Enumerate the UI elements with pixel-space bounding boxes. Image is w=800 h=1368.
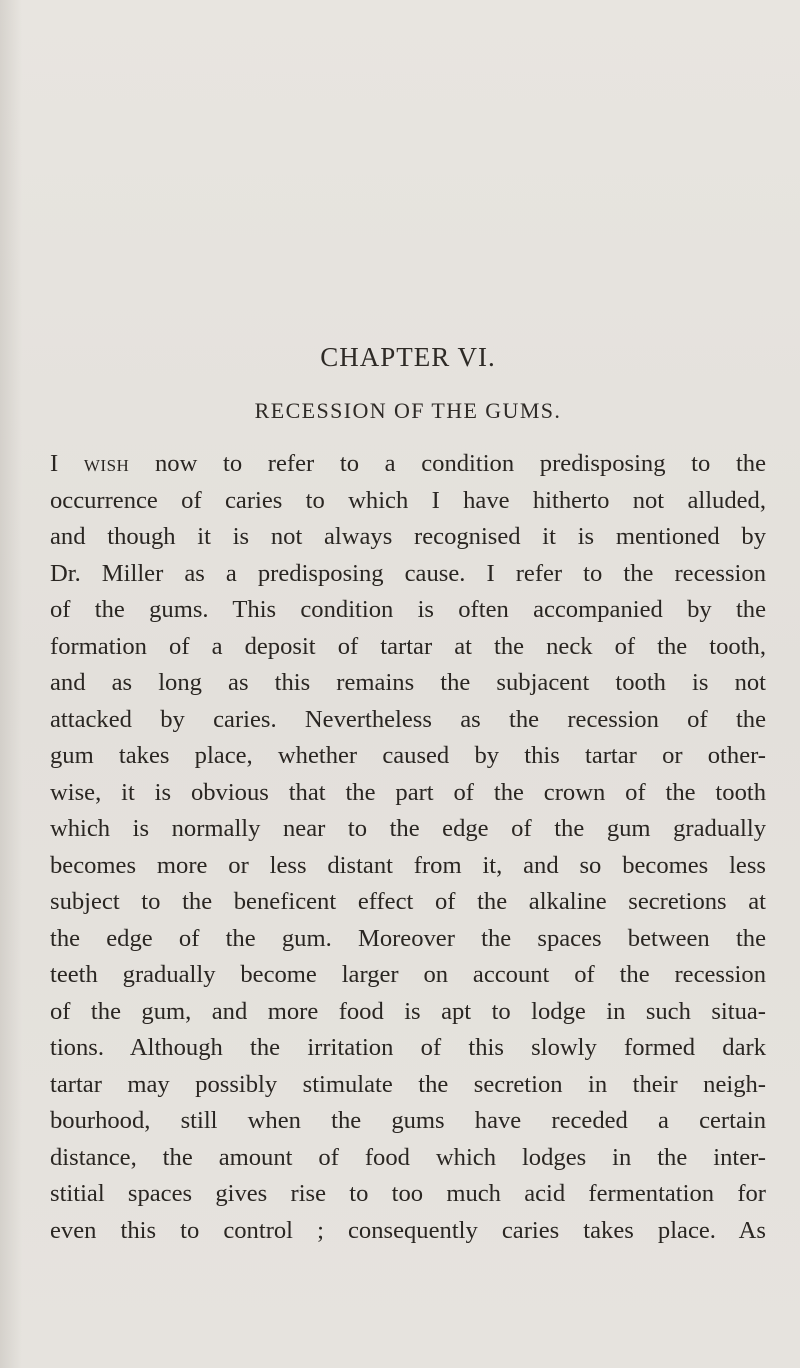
page-content: [50, 340, 766, 1249]
text-line: occurrence of caries to which I have hitherto not alluded,: [50, 486, 766, 514]
text-line: of the gum, and more food is apt to lodge in such situa-: [50, 997, 766, 1025]
section-title: RECESSION OF THE GUMS.: [254, 398, 562, 423]
text-line: Dr. Miller as a predisposing cause. I refer to the recession: [50, 559, 766, 587]
text-line: formation of a deposit of tartar at the neck of the tooth,: [50, 632, 766, 660]
line-text: now to refer to a condition predisposing to the: [129, 450, 766, 477]
text-line: becomes more or less distant from it, and so becomes less: [50, 851, 766, 879]
body-paragraph: [50, 446, 766, 1249]
text-line: tions. Although the irritation of this slowly formed dark: [50, 1034, 766, 1061]
text-line: and though it is not always recognised it is mentioned by: [50, 523, 766, 550]
text-line: which is normally near to the edge of the gum gradually: [50, 815, 766, 842]
text-line: attacked by caries. Nevertheless as the recession of the: [50, 705, 766, 733]
text-line: subject to the beneficent effect of the alkaline secretions at: [50, 888, 766, 915]
text-line: tartar may possibly stimulate the secretion in their neigh-: [50, 1070, 766, 1098]
text-line: teeth gradually become larger on account of the recession: [50, 961, 766, 988]
opening-word: I: [50, 450, 59, 477]
text-line: gum takes place, whether caused by this tartar or other-: [50, 742, 766, 769]
text-line: even this to control ; consequently caries takes place. As: [50, 1216, 766, 1244]
text-line: bourhood, still when the gums have receded a certain: [50, 1107, 766, 1134]
text-line: wise, it is obvious that the part of the crown of the tooth: [50, 778, 766, 806]
chapter-heading: CHAPTER VI.: [320, 342, 496, 372]
text-line: stitial spaces gives rise to too much acid fermentation for: [50, 1180, 766, 1207]
text-line: of the gums. This condition is often accompanied by the: [50, 596, 766, 623]
opening-smallcaps: wish: [83, 450, 130, 477]
text-line: distance, the amount of food which lodges in the inter-: [50, 1143, 766, 1171]
text-line: the edge of the gum. Moreover the spaces between the: [50, 924, 766, 952]
text-line: and as long as this remains the subjacent tooth is not: [50, 669, 766, 696]
text-line: [50, 446, 766, 483]
